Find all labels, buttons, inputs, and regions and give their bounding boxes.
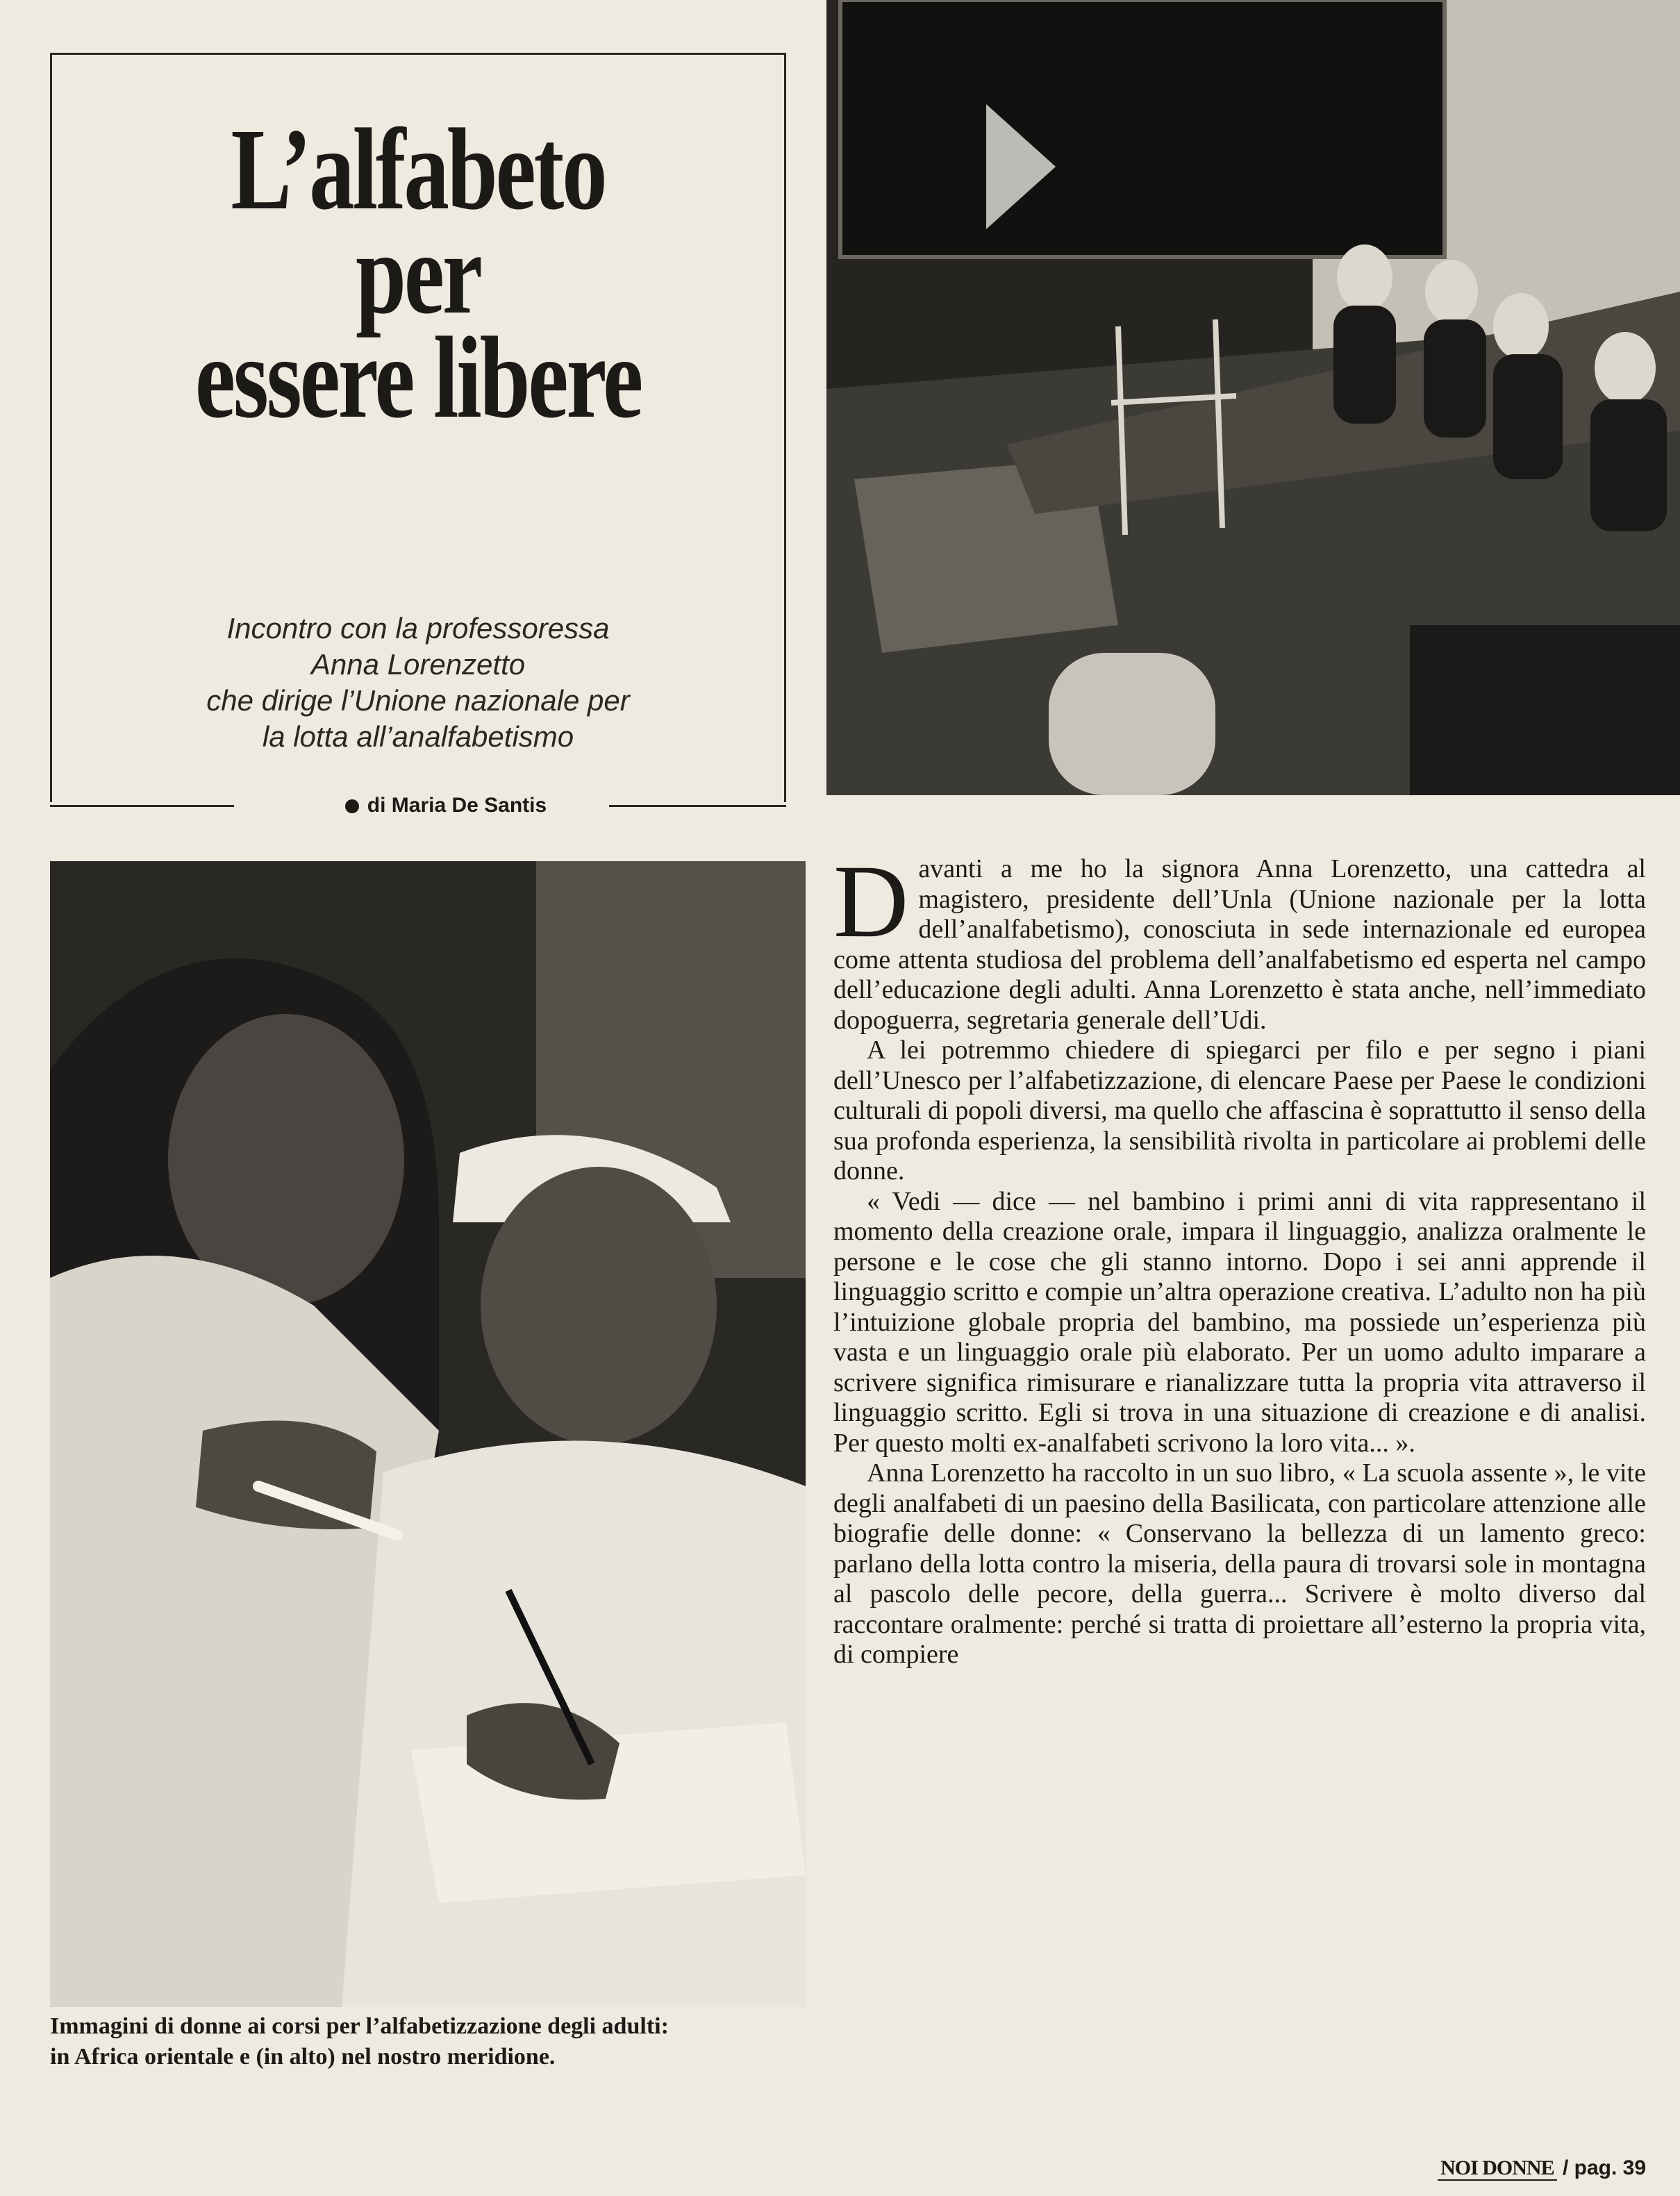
byline-rule-left [50, 805, 234, 807]
magazine-logo: NOI DONNE [1438, 2156, 1557, 2181]
byline [286, 792, 606, 820]
bullet-icon [345, 799, 359, 813]
article-subtitle [80, 610, 756, 755]
byline-row [50, 792, 786, 820]
subtitle-line-4: la lotta all’analfabetismo [262, 720, 574, 753]
classroom-photo-illustration [826, 0, 1680, 795]
subtitle-line-2: Anna Lorenzetto [310, 648, 526, 681]
title-line-1: L’alfabeto [231, 105, 606, 234]
drop-cap: D [833, 844, 909, 959]
paragraph-4: Anna Lorenzetto ha raccolto in un suo libro, « La scuola assente », le vite degli analfabeti di un paesino della Basilicata, con particolare attenzione alle biografie delle donne: « Conservano la bellezza di un lamento greco: parlano della lotta contro la miseria, della paura di trovarsi sole in montagna al pascolo delle pecore, della guerra... Scrivere è molto diverso dal raccontare oralmente: perché si tratta di proiettare all’esterno la propria vita, di compiere [833, 1458, 1646, 1669]
subtitle-line-3: che dirige l’Unione nazionale per [206, 684, 630, 717]
women-writing-photo [50, 861, 806, 2007]
byline-rule-right [609, 805, 786, 807]
women-writing-photo-illustration [50, 861, 806, 2007]
article-body [833, 844, 1646, 1670]
title-line-2: per [356, 209, 481, 338]
paragraph-3: « Vedi — dice — nel bambino i primi anni di vita rappresentano il momento della creazione orale, impara il linguaggio, analizza oralmente le persone e le cose che gli stanno intorno. Dopo i sei anni apprende il linguaggio scritto e compie un’altra operazione creativa. L’adulto non ha più l’intuizione globale propria del bambino, ma possiede un’esperienza più vasta e un linguaggio orale più elaborato. Per un uomo adulto imparare a scrivere significa rimisurare e rianalizzare tutta la propria vita attraverso il linguaggio scritto. Egli si trova in una situazione di creazione e di analisi. Per questo molti ex-analfabeti scrivono la loro vita... ». [833, 1186, 1646, 1458]
page-footer [1347, 2154, 1646, 2182]
subtitle-line-1: Incontro con la professoressa [226, 612, 610, 644]
paragraph-1 [833, 844, 1646, 1035]
caption-line-2: in Africa orientale e (in alto) nel nostro meridione. [50, 2044, 556, 2070]
caption-line-1: Immagini di donne ai corsi per l’alfabetizzazione degli adulti: [50, 2013, 669, 2039]
byline-text: di Maria De Santis [367, 794, 547, 817]
footer-separator: / [1562, 2156, 1569, 2179]
paragraph-2: A lei potremmo chiedere di spiegarci per filo e per segno i piani dell’Unesco per l’alfabetizzazione, di elencare Paese per Paese le condizioni culturali di popoli diversi, ma quello che affascina è soprattutto il senso della sua profonda esperienza, la sensibilità rivolta in particolare ai problemi delle donne. [833, 1035, 1646, 1186]
photo-caption [50, 2011, 807, 2072]
title-box [50, 53, 786, 806]
article-title [133, 105, 704, 442]
paragraph-1-text: avanti a me ho la signora Anna Lorenzetto, una cattedra al magistero, presidente dell’Unla (Unione nazionale per la lotta dell’analfabetismo), conosciuta in sede internazionale ed europea come attenta studiosa del problema dell’analfabetismo ed esperta nel campo dell’educazione degli adulti. Anna Lorenzetto è stata anche, nell’immediato dopoguerra, segretaria generale dell’Udi. [833, 854, 1646, 1035]
title-line-3: essere libere [194, 313, 642, 442]
page-number: pag. 39 [1574, 2156, 1646, 2179]
classroom-photo [826, 0, 1680, 795]
